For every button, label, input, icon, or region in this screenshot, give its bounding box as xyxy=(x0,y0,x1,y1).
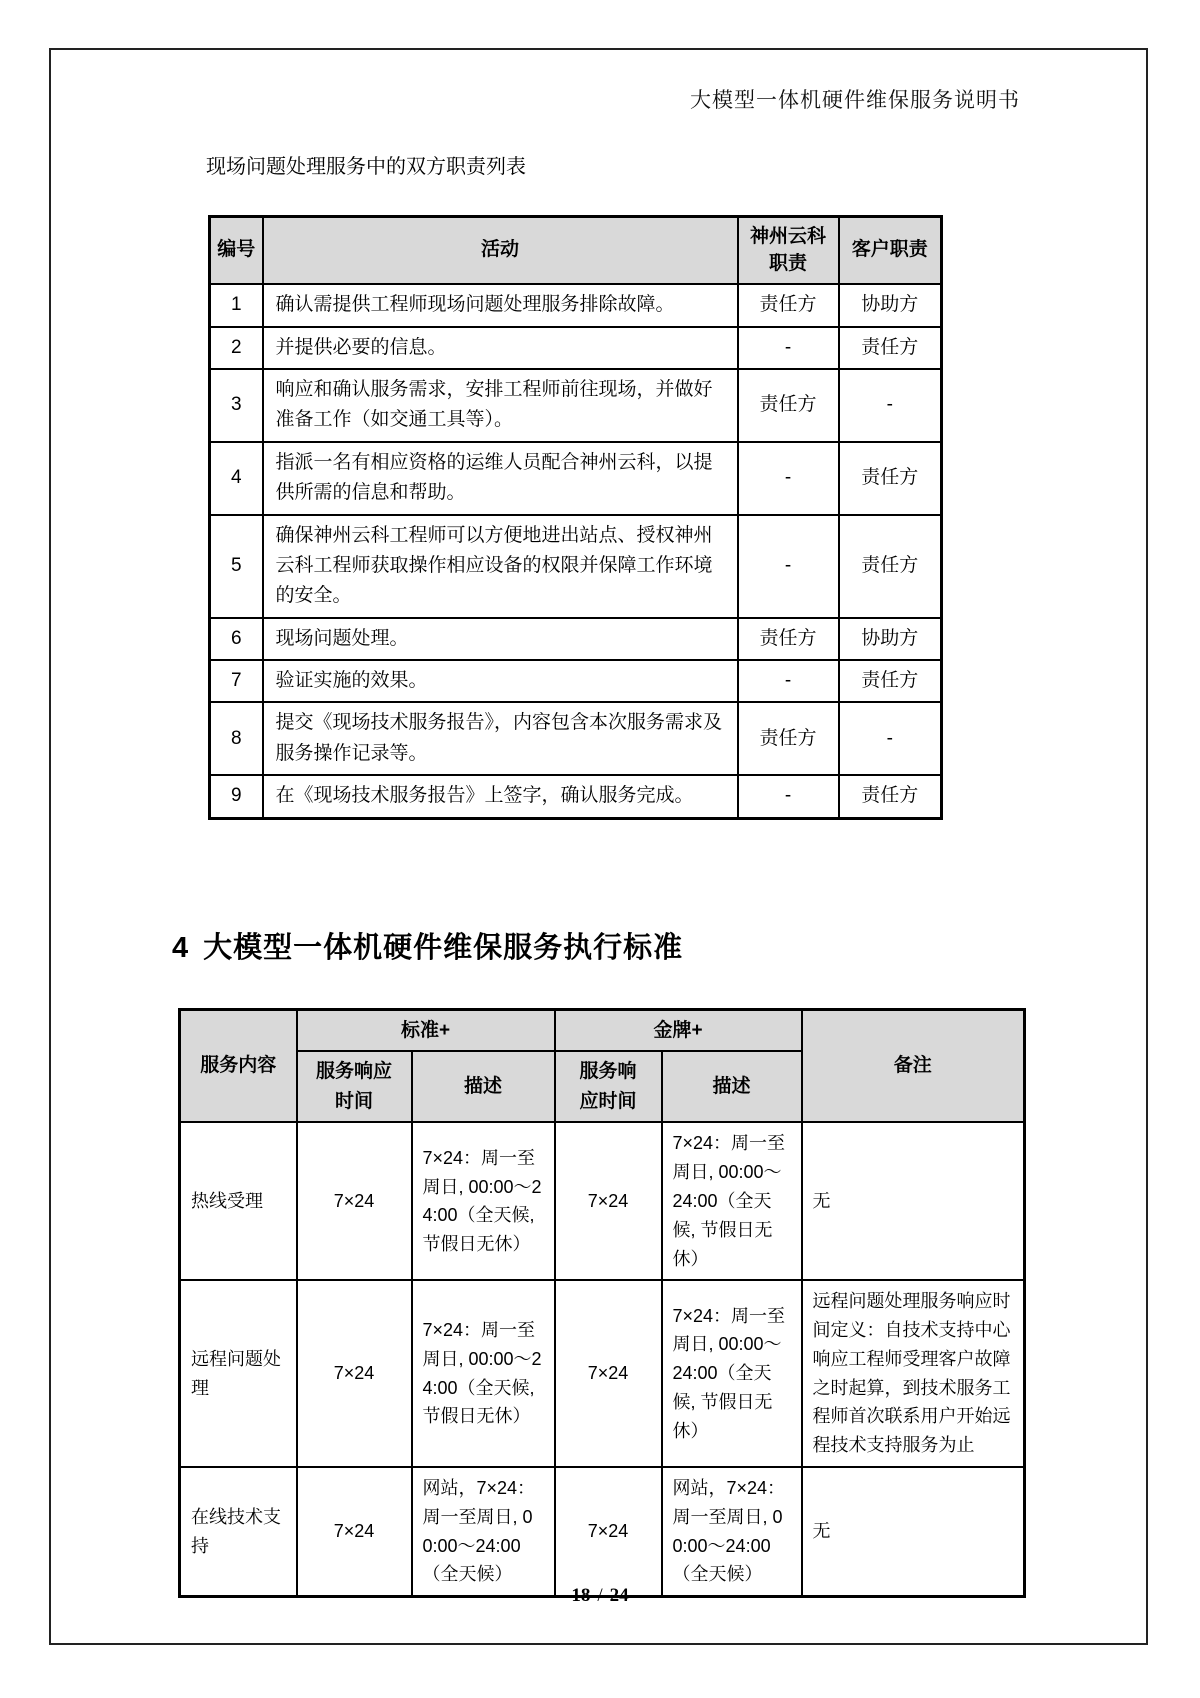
activity-cell: 现场问题处理。 xyxy=(263,618,738,660)
std-response-time-cell: 7×24 xyxy=(297,1122,412,1280)
row-number: 4 xyxy=(210,442,263,515)
service-standard-table xyxy=(178,1008,1026,1598)
page-number: 18 xyxy=(571,1585,591,1606)
customer-duty-cell: 责任方 xyxy=(839,442,942,515)
activity-cell: 响应和确认服务需求，安排工程师前往现场，并做好准备工作（如交通工具等）。 xyxy=(263,369,738,442)
gold-response-time-cell: 7×24 xyxy=(555,1467,662,1597)
vendor-duty-cell: 责任方 xyxy=(738,618,839,660)
activity-cell: 确认需提供工程师现场问题处理服务排除故障。 xyxy=(263,284,738,326)
vendor-duty-cell: 责任方 xyxy=(738,284,839,326)
vendor-duty-cell: 责任方 xyxy=(738,369,839,442)
gold-description-cell: 7×24：周一至周日, 00:00～24:00（全天候, 节假日无休） xyxy=(662,1122,802,1280)
t1-header-vendor-duty: 神州云科职责 xyxy=(738,217,839,285)
section-number: 4 xyxy=(172,932,189,964)
std-description-cell: 7×24：周一至周日, 00:00～24:00（全天候, 节假日无休） xyxy=(412,1280,555,1467)
std-description-cell: 7×24：周一至周日, 00:00～24:00（全天候, 节假日无休） xyxy=(412,1122,555,1280)
row-number: 3 xyxy=(210,369,263,442)
row-number: 8 xyxy=(210,702,263,775)
table-row xyxy=(210,618,942,660)
activity-cell: 提交《现场技术服务报告》，内容包含本次服务需求及服务操作记录等。 xyxy=(263,702,738,775)
table-row xyxy=(210,660,942,702)
table-row xyxy=(210,775,942,818)
table-row xyxy=(180,1280,1025,1467)
customer-duty-cell: 责任方 xyxy=(839,775,942,818)
table-row xyxy=(210,284,942,326)
gold-response-time-cell: 7×24 xyxy=(555,1122,662,1280)
gold-description-cell: 7×24：周一至周日, 00:00～24:00（全天候, 节假日无休） xyxy=(662,1280,802,1467)
section-heading xyxy=(172,925,683,966)
table-header-row xyxy=(210,217,942,285)
t1-header-customer-duty: 客户职责 xyxy=(839,217,942,285)
vendor-duty-cell: - xyxy=(738,660,839,702)
customer-duty-cell: - xyxy=(839,702,942,775)
table-row xyxy=(210,369,942,442)
vendor-duty-cell: - xyxy=(738,442,839,515)
responsibility-table xyxy=(208,215,943,820)
t2-header-gold-description: 描述 xyxy=(662,1051,802,1122)
row-number: 7 xyxy=(210,660,263,702)
remark-cell: 远程问题处理服务响应时间定义：自技术支持中心响应工程师受理客户故障之时起算，到技术服务工程师首次联系用户开始远程技术支持服务为止 xyxy=(802,1280,1025,1467)
customer-duty-cell: 责任方 xyxy=(839,327,942,369)
customer-duty-cell: - xyxy=(839,369,942,442)
activity-cell: 验证实施的效果。 xyxy=(263,660,738,702)
document-header-title: 大模型一体机硬件维保服务说明书 xyxy=(690,88,1020,112)
t2-header-standard-plus: 标准+ xyxy=(297,1010,555,1052)
row-number: 2 xyxy=(210,327,263,369)
t2-header-gold-plus: 金牌+ xyxy=(555,1010,802,1052)
customer-duty-cell: 责任方 xyxy=(839,515,942,618)
table-header-row-1 xyxy=(180,1010,1025,1052)
page-number-separator: / xyxy=(597,1585,603,1606)
std-description-cell: 网站，7×24：周一至周日, 00:00～24:00（全天候） xyxy=(412,1467,555,1597)
table1-caption: 现场问题处理服务中的双方职责列表 xyxy=(206,156,526,178)
t2-header-service-content: 服务内容 xyxy=(180,1010,297,1123)
table-row xyxy=(210,327,942,369)
remark-cell: 无 xyxy=(802,1122,1025,1280)
table-row xyxy=(210,442,942,515)
gold-description-cell: 网站，7×24：周一至周日, 00:00～24:00（全天候） xyxy=(662,1467,802,1597)
t1-header-activity: 活动 xyxy=(263,217,738,285)
row-number: 6 xyxy=(210,618,263,660)
activity-cell: 指派一名有相应资格的运维人员配合神州云科，以提供所需的信息和帮助。 xyxy=(263,442,738,515)
row-number: 9 xyxy=(210,775,263,818)
customer-duty-cell: 责任方 xyxy=(839,660,942,702)
activity-cell: 并提供必要的信息。 xyxy=(263,327,738,369)
std-response-time-cell: 7×24 xyxy=(297,1280,412,1467)
service-name-cell: 在线技术支持 xyxy=(180,1467,297,1597)
service-name-cell: 远程问题处理 xyxy=(180,1280,297,1467)
page-footer xyxy=(0,1585,1200,1607)
std-response-time-cell: 7×24 xyxy=(297,1467,412,1597)
vendor-duty-cell: - xyxy=(738,515,839,618)
row-number: 5 xyxy=(210,515,263,618)
t2-header-remark: 备注 xyxy=(802,1010,1025,1123)
table-row xyxy=(180,1467,1025,1597)
activity-cell: 确保神州云科工程师可以方便地进出站点、授权神州云科工程师获取操作相应设备的权限并保障工作环境的安全。 xyxy=(263,515,738,618)
gold-response-time-cell: 7×24 xyxy=(555,1280,662,1467)
customer-duty-cell: 协助方 xyxy=(839,284,942,326)
vendor-duty-cell: - xyxy=(738,327,839,369)
service-name-cell: 热线受理 xyxy=(180,1122,297,1280)
t1-header-no: 编号 xyxy=(210,217,263,285)
page-total: 24 xyxy=(609,1585,629,1606)
activity-cell: 在《现场技术服务报告》上签字，确认服务完成。 xyxy=(263,775,738,818)
customer-duty-cell: 协助方 xyxy=(839,618,942,660)
vendor-duty-cell: - xyxy=(738,775,839,818)
t2-header-std-response-time: 服务响应时间 xyxy=(297,1051,412,1122)
t2-header-std-description: 描述 xyxy=(412,1051,555,1122)
row-number: 1 xyxy=(210,284,263,326)
t2-header-gold-response-time: 服务响应时间 xyxy=(555,1051,662,1122)
table-row xyxy=(210,702,942,775)
table-row xyxy=(210,515,942,618)
remark-cell: 无 xyxy=(802,1467,1025,1597)
section-title: 大模型一体机硬件维保服务执行标准 xyxy=(203,932,684,964)
vendor-duty-cell: 责任方 xyxy=(738,702,839,775)
table-row xyxy=(180,1122,1025,1280)
